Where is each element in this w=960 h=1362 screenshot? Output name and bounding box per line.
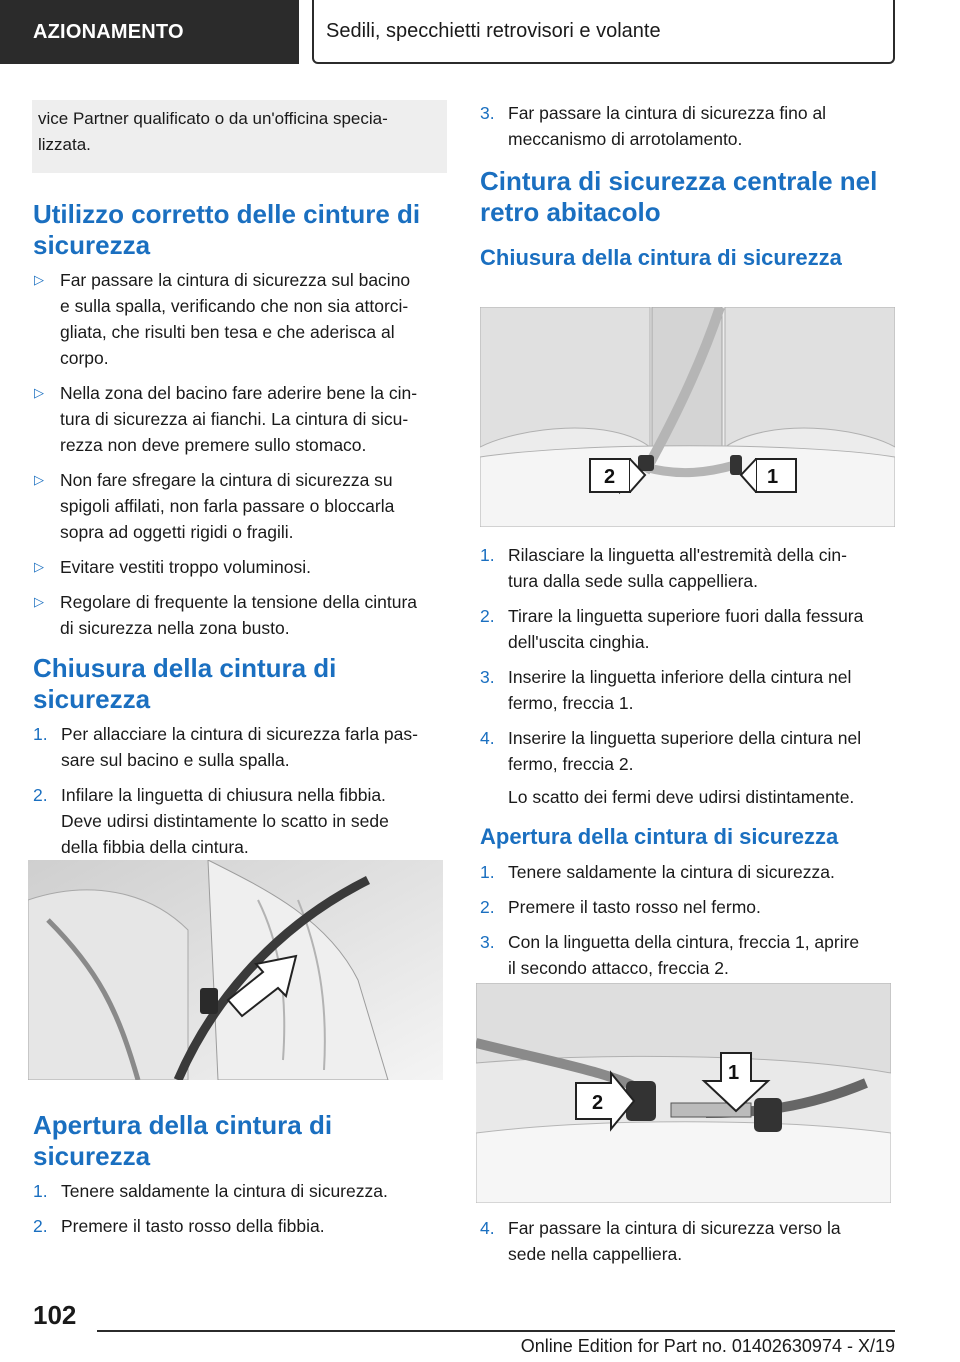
closing-steps	[33, 721, 447, 860]
text-line: tura di sicurezza ai fianchi. La cintura di sicu-	[60, 409, 409, 429]
step-number: 2.	[33, 1216, 48, 1236]
heading-closing	[33, 653, 447, 715]
step-number: 3.	[480, 667, 495, 687]
edition-text: Online Edition for Part no. 01402630974 - X/19	[520, 1336, 895, 1356]
text-line: Far passare la cintura di sicurezza fino al	[508, 103, 827, 123]
right-column-middle	[480, 542, 895, 990]
numbered-step	[33, 721, 447, 773]
step-text	[508, 929, 895, 981]
step-number: 2.	[33, 785, 48, 805]
step-number: 1.	[480, 545, 495, 565]
numbered-step	[480, 859, 895, 885]
step-text	[508, 100, 895, 152]
chapter-title: Sedili, specchietti retrovisori e volante	[312, 0, 895, 64]
step-text	[508, 542, 895, 594]
numbered-step	[480, 725, 895, 777]
text-line: Non fare sfregare la cintura di sicurezza su	[60, 470, 393, 490]
step-text	[61, 721, 447, 773]
center-closing-steps	[480, 542, 895, 777]
numbered-step	[480, 664, 895, 716]
text-line: Tenere saldamente la cintura di sicurezza.	[61, 1181, 388, 1201]
numbered-step	[480, 542, 895, 594]
bullet-text	[60, 380, 417, 458]
text-line: rezza non deve premere sullo stomaco.	[60, 435, 367, 455]
step-4	[480, 1215, 895, 1267]
opening-steps	[33, 1178, 447, 1239]
buckle-release-illustration	[476, 983, 891, 1203]
bullet-item	[33, 267, 447, 371]
bullet-text	[60, 554, 311, 580]
closing-note	[480, 784, 895, 810]
heading-line: retro abitacolo	[480, 197, 661, 227]
bullet-item	[33, 554, 447, 580]
text-line: gliata, che risulti ben tesa e che aderisca al	[60, 322, 395, 342]
step-text	[508, 603, 895, 655]
heading-line: Cintura di sicurezza centrale nel	[480, 166, 878, 196]
step-number: 3.	[480, 103, 495, 123]
bullet-marker-icon: ▷	[34, 594, 44, 609]
step-text	[61, 1178, 447, 1204]
seatbelt-front-figure	[28, 860, 443, 1080]
step-text	[508, 1215, 895, 1267]
heading-center-opening: Apertura della cintura di sicurezza	[480, 824, 839, 849]
heading-opening	[33, 1110, 447, 1172]
text-line: meccanismo di arrotolamento.	[508, 129, 743, 149]
text-line: Premere il tasto rosso della fibbia.	[61, 1216, 325, 1236]
text-line: Deve udirsi distintamente lo scatto in sede	[61, 811, 389, 831]
numbered-step	[33, 782, 447, 860]
text-line: della fibbia della cintura.	[61, 837, 249, 857]
numbered-step	[480, 603, 895, 655]
numbered-step	[480, 929, 895, 981]
bullet-item	[33, 589, 447, 641]
text-line: Tirare la linguetta superiore fuori dalla fessura	[508, 606, 864, 626]
figure-label-2: 2	[592, 1092, 604, 1114]
text-line: Premere il tasto rosso nel fermo.	[508, 897, 761, 917]
bullet-text	[60, 267, 410, 371]
rear-bench-figure	[480, 307, 895, 527]
heading-line: Utilizzo corretto delle cinture di	[33, 199, 421, 229]
seatbelt-front-illustration	[28, 860, 443, 1080]
step-number: 3.	[480, 932, 495, 952]
text-line: Per allacciare la cintura di sicurezza farla pas-	[61, 724, 418, 744]
figure-label-1: 1	[728, 1062, 740, 1084]
step-number: 1.	[33, 724, 48, 744]
heading-line: sicurezza	[33, 1141, 151, 1171]
text-line: Infilare la linguetta di chiusura nella fibbia.	[61, 785, 386, 805]
bullet-marker-icon: ▷	[34, 472, 44, 487]
text-line: Inserire la linguetta inferiore della cintura nel	[508, 667, 852, 687]
figure-label-2: 2	[604, 466, 616, 488]
step-number: 1.	[33, 1181, 48, 1201]
numbered-step	[480, 100, 895, 152]
left-column-lower	[33, 1110, 447, 1248]
center-opening-steps	[480, 859, 895, 981]
figure-label-1: 1	[767, 466, 779, 488]
note-text: vice Partner qualificato o da un'officina specia- lizzata.	[38, 109, 388, 154]
rear-bench-illustration	[480, 307, 895, 527]
step-number: 2.	[480, 606, 495, 626]
text-line: spigoli affilati, non farla passare o bloccarla	[60, 496, 395, 516]
step-3	[480, 100, 895, 152]
step-number: 2.	[480, 897, 495, 917]
numbered-step	[480, 1215, 895, 1267]
step-text	[508, 859, 895, 885]
numbered-step	[33, 1178, 447, 1204]
text-line: e sulla spalla, verificando che non sia attorci-	[60, 296, 409, 316]
bullet-text	[60, 467, 394, 545]
heading-center-closing: Chiusura della cintura di sicurezza	[480, 245, 842, 270]
bullet-marker-icon: ▷	[34, 559, 44, 574]
bullet-marker-icon: ▷	[34, 385, 44, 400]
heading-line: Apertura della cintura di	[33, 1110, 333, 1140]
text-line: Evitare vestiti troppo voluminosi.	[60, 557, 311, 577]
text-line: fermo, freccia 1.	[508, 693, 634, 713]
left-column	[33, 100, 447, 869]
text-line: Regolare di frequente la tensione della cintura	[60, 592, 418, 612]
bullet-marker-icon: ▷	[34, 272, 44, 287]
step-number: 1.	[480, 862, 495, 882]
text-line: tura dalla sede sulla cappelliera.	[508, 571, 759, 591]
text-line: Inserire la linguetta superiore della cintura nel	[508, 728, 862, 748]
buckle-release-figure	[476, 983, 891, 1203]
bullet-item	[33, 467, 447, 545]
text-line: corpo.	[60, 348, 109, 368]
text-line: di sicurezza nella zona busto.	[60, 618, 290, 638]
footer-rule	[97, 1330, 895, 1332]
step-text	[61, 782, 447, 860]
text-line: il secondo attacco, freccia 2.	[508, 958, 729, 978]
heading-correct-use	[33, 199, 447, 261]
step-text	[508, 894, 895, 920]
text-line: Far passare la cintura di sicurezza sul bacino	[60, 270, 411, 290]
step-number: 4.	[480, 728, 495, 748]
step-number: 4.	[480, 1218, 495, 1238]
right-column-lower	[480, 1215, 895, 1276]
section-tab: AZIONAMENTO	[0, 0, 299, 64]
text-line: Far passare la cintura di sicurezza verso la	[508, 1218, 841, 1238]
text-line: Rilasciare la linguetta all'estremità della cin-	[508, 545, 847, 565]
bullet-list	[33, 267, 447, 641]
text-line: Nella zona del bacino fare aderire bene la cin-	[60, 383, 418, 403]
text-line: sopra ad oggetti rigidi o fragili.	[60, 522, 294, 542]
note-box	[32, 100, 447, 173]
numbered-step	[33, 1213, 447, 1239]
heading-line: sicurezza	[33, 230, 151, 260]
heading-line: sicurezza	[33, 684, 151, 714]
heading-center-belt	[480, 166, 895, 228]
text-line: dell'uscita cinghia.	[508, 632, 650, 652]
text-line: Con la linguetta della cintura, freccia 1, aprire	[508, 932, 860, 952]
right-column	[480, 100, 895, 272]
page-number: 102	[33, 1300, 77, 1330]
text-line: Tenere saldamente la cintura di sicurezza.	[508, 862, 835, 882]
step-text	[61, 1213, 447, 1239]
heading-line: Chiusura della cintura di	[33, 653, 337, 683]
text-line: fermo, freccia 2.	[508, 754, 634, 774]
bullet-text	[60, 589, 417, 641]
step-text	[508, 725, 895, 777]
closing-note-text: Lo scatto dei fermi deve udirsi distintamente.	[508, 787, 855, 807]
text-line: sare sul bacino e sulla spalla.	[61, 750, 290, 770]
bullet-item	[33, 380, 447, 458]
numbered-step	[480, 894, 895, 920]
text-line: sede nella cappelliera.	[508, 1244, 683, 1264]
step-text	[508, 664, 895, 716]
